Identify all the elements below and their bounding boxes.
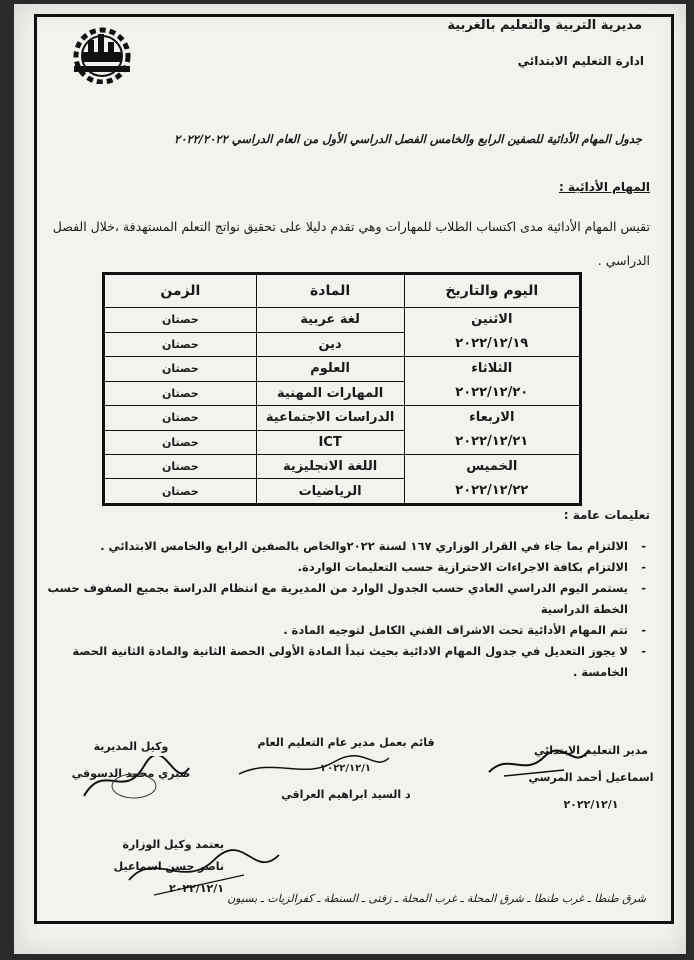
subject-cell: ICT [256,430,404,455]
signature-date: ٢٠٢٢/١٢/١ [320,763,372,774]
approval-date: ٢٠٢٢/١٢/١ [168,882,224,895]
day-cell [404,455,580,505]
list-item: - تتم المهام الأدائية تحت الاشراف الفني الكامل لتوجيه المادة . [44,620,628,641]
instructions-label: تعليمات عامة : [563,508,650,522]
signature-name: صبري محمد الدسوقي [71,767,191,780]
time-cell: حصتان [104,357,257,382]
list-item: - الالتزام بما جاء في القرار الوزاري ١٦٧ لسنة ٢٠٢٢والخاص بالصفين الرابع والخامس الابتدائي . [44,536,628,557]
day-date: ٢٠٢٢/١٢/١٩ [455,336,529,351]
table-row [104,455,581,479]
handwritten-note: شرق طنطا ـ غرب طنطا ـ شرق المحلة ـ غرب المحلة ـ زفتى ـ السنطة ـ كفرالزيات ـ بسيون [227,892,646,905]
approval-name: ناصر حسن اسماعيل [113,860,224,873]
time-cell: حصتان [104,332,257,357]
signature-general-director [256,736,436,815]
signature-primary-director [526,744,656,825]
department-name: ادارة التعليم الابتدائي [517,54,644,68]
subject-cell: دين [256,332,404,357]
list-item: - الالتزام بكافة الاجراءات الاحترازية حسب التعليمات الواردة. [44,557,628,578]
signature-name: اسماعيل أحمد المرسي [528,771,654,784]
subject-cell: العلوم [256,357,404,382]
table-header-row [104,274,581,308]
signature-name: د السيد ابراهيم العراقي [281,788,411,801]
table-row [104,357,581,382]
subject-cell: الدراسات الاجتماعية [256,406,404,431]
approval-block [64,834,224,900]
signature-date: ٢٠٢٢/١٢/١ [563,798,619,811]
gear-logo-icon [60,18,144,84]
time-cell: حصتان [104,381,257,406]
header-subject: المادة [256,274,404,308]
day-name: الخميس [466,459,518,474]
list-item: - لا يجوز التعديل في جدول المهام الادائية بحيث تبدأ المادة الأولى الحصة الثانية والمادة الثانية الحصة الخامسة . [44,641,628,683]
header-time: الزمن [104,274,257,308]
document-title: جدول المهام الأدائية للصفين الرابع والخامس الفصل الدراسي الأول من العام الدراسي ٢٠٢٢/٢٠٢٢ [174,132,642,146]
time-cell: حصتان [104,308,257,333]
day-name: الاثنين [471,312,513,327]
signature-title: مدير التعليم الابتدائي [534,744,648,757]
subject-cell: اللغة الانجليزية [256,455,404,479]
time-cell: حصتان [104,406,257,431]
day-name: الثلاثاء [471,361,513,376]
approval-label: يعتمد وكيل الوزارة [122,838,224,851]
instructions-list [44,536,650,683]
table-row [104,308,581,333]
day-date: ٢٠٢٢/١٢/٢١ [455,434,529,449]
day-cell [404,357,580,406]
day-name: الاربعاء [469,410,515,425]
authority-name: مديرية التربية والتعليم بالغربية [447,18,642,33]
list-item: - يستمر اليوم الدراسي العادي حسب الجدول الوارد من المديرية مع انتظام الدراسة بجميع الصفوف حسب الخطة الدراسية [44,578,628,620]
table-row [104,406,581,431]
section-label: المهام الأدائية : [558,180,650,194]
time-cell: حصتان [104,430,257,455]
subject-cell: المهارات المهنية [256,381,404,406]
header-day-date: اليوم والتاريخ [404,274,580,308]
intro-paragraph: تقيس المهام الأدائية مدى اكتساب الطلاب للمهارات وهي تقدم دليلا على تحقيق نواتج التعلم المستهدفة ،خلال الفصل الدراسي . [52,219,650,268]
schedule-table [102,272,582,506]
subject-cell: الرياضيات [256,479,404,505]
day-date: ٢٠٢٢/١٢/٢٢ [455,483,529,498]
document-page [14,4,686,954]
signature-undersecretary [66,740,196,794]
day-date: ٢٠٢٢/١٢/٢٠ [455,385,529,400]
day-cell [404,406,580,455]
time-cell: حصتان [104,455,257,479]
signature-title: قائم بعمل مدير عام التعليم العام [257,736,435,749]
day-cell [404,308,580,357]
subject-cell: لغة عربية [256,308,404,333]
signature-title: وكيل المديرية [93,740,169,753]
time-cell: حصتان [104,479,257,505]
